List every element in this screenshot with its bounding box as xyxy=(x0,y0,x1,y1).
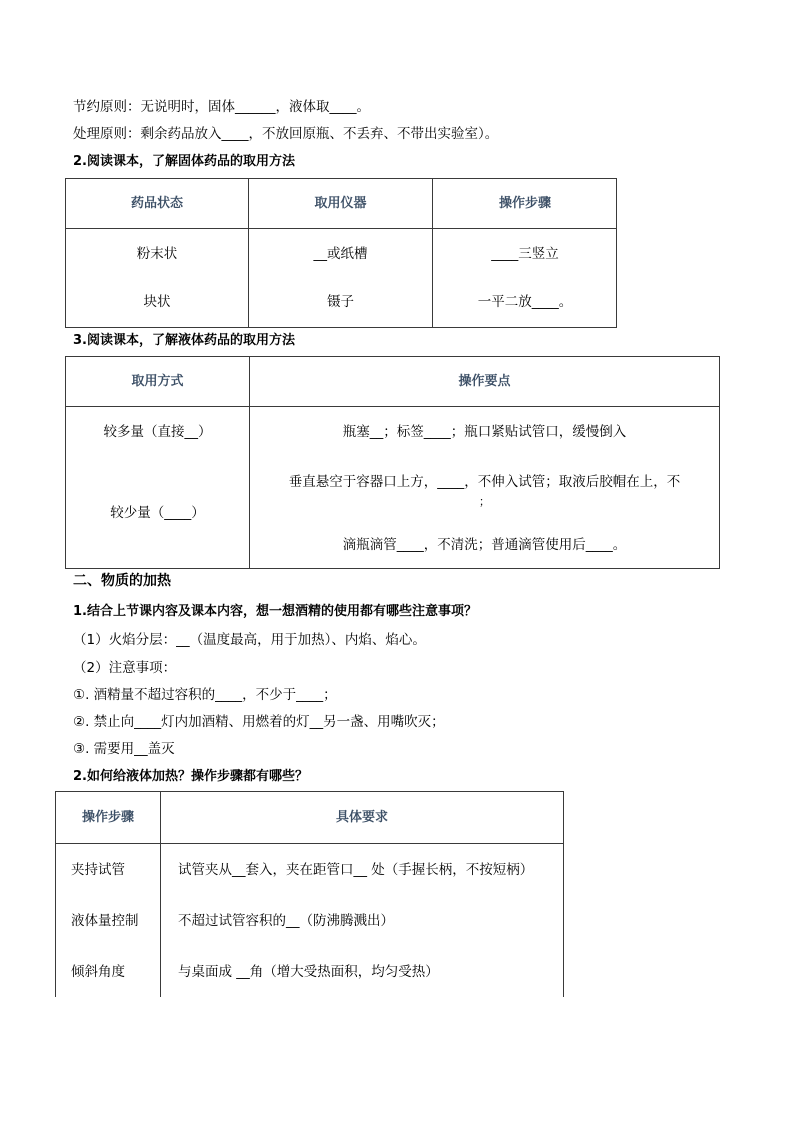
solid-row-powder-state: 粉末状 xyxy=(136,246,178,262)
liquid-header-points: 操作要点 xyxy=(458,374,511,389)
heat-row-volume-step: 液体量控制 xyxy=(71,913,139,929)
liquid-row-less-point-1b: ； xyxy=(479,495,490,508)
liquid-row-more-points: 瓶塞__；标签____；瓶口紧贴试管口，缓慢倒入 xyxy=(342,424,627,440)
dispose-principle-line: 处理原则：剩余药品放入____，不放回原瓶、不丢弃、不带出实验室）。 xyxy=(73,126,499,142)
flame-layers-line: （1）火焰分层：__（温度最高，用于加热）、内焰、焰心。 xyxy=(73,632,426,648)
liquid-table xyxy=(65,356,720,569)
solid-row-powder-tool: __或纸槽 xyxy=(313,246,368,262)
heat-row-hold-req: 试管夹从__套入，夹在距管口__ 处（手握长柄，不按短柄） xyxy=(178,862,534,878)
heat-header-step: 操作步骤 xyxy=(81,810,134,825)
liquid-header-method: 取用方式 xyxy=(131,374,184,389)
liquid-row-less-point-1: 垂直悬空于容器口上方，____，不伸入试管；取液后胶帽在上，不 xyxy=(288,474,681,490)
note-3: ③. 需要用__盖灭 xyxy=(73,741,175,757)
liquid-row-less-point-2: 滴瓶滴管____，不清洗；普通滴管使用后____。 xyxy=(342,537,627,553)
save-principle-line: 节约原则：无说明时，固体______，液体取____。 xyxy=(73,99,370,115)
solid-row-block-steps: 一平二放____。 xyxy=(477,294,573,310)
solid-header-tool: 取用仪器 xyxy=(314,196,367,211)
section-heating-title: 二、物质的加热 xyxy=(73,573,171,589)
heat-header-req: 具体要求 xyxy=(335,810,388,825)
solid-table xyxy=(65,178,617,328)
solid-row-block-tool: 镊子 xyxy=(327,294,354,310)
liquid-heading: 3.阅读课本，了解液体药品的取用方法 xyxy=(73,333,295,348)
note-2: ②. 禁止向____灯内加酒精、用燃着的灯__另一盏、用嘴吹灭； xyxy=(73,714,445,730)
note-1: ①. 酒精量不超过容积的____，不少于____； xyxy=(73,687,337,703)
solid-row-powder-steps: ____三竖立 xyxy=(491,246,559,262)
heat-row-angle-req: 与桌面成 __角（增大受热面积，均匀受热） xyxy=(178,964,439,980)
liquid-row-more-method: 较多量（直接__） xyxy=(103,424,212,440)
solid-heading: 2.阅读课本，了解固体药品的取用方法 xyxy=(73,154,295,169)
liquid-heat-question: 2.如何给液体加热？操作步骤都有哪些？ xyxy=(73,769,308,784)
solid-row-block-state: 块状 xyxy=(143,294,171,310)
heat-row-volume-req: 不超过试管容积的__（防沸腾溅出） xyxy=(178,913,394,929)
solid-header-state: 药品状态 xyxy=(130,196,183,211)
notes-label: （2）注意事项： xyxy=(73,660,177,676)
alcohol-question: 1.结合上节课内容及课本内容，想一想酒精的使用都有哪些注意事项？ xyxy=(73,604,477,619)
heat-row-hold-step: 夹持试管 xyxy=(71,862,125,878)
solid-header-steps: 操作步骤 xyxy=(498,196,551,211)
liquid-row-less-method: 较少量（____） xyxy=(110,505,205,521)
heat-row-angle-step: 倾斜角度 xyxy=(71,964,125,980)
heating-table xyxy=(55,791,564,997)
